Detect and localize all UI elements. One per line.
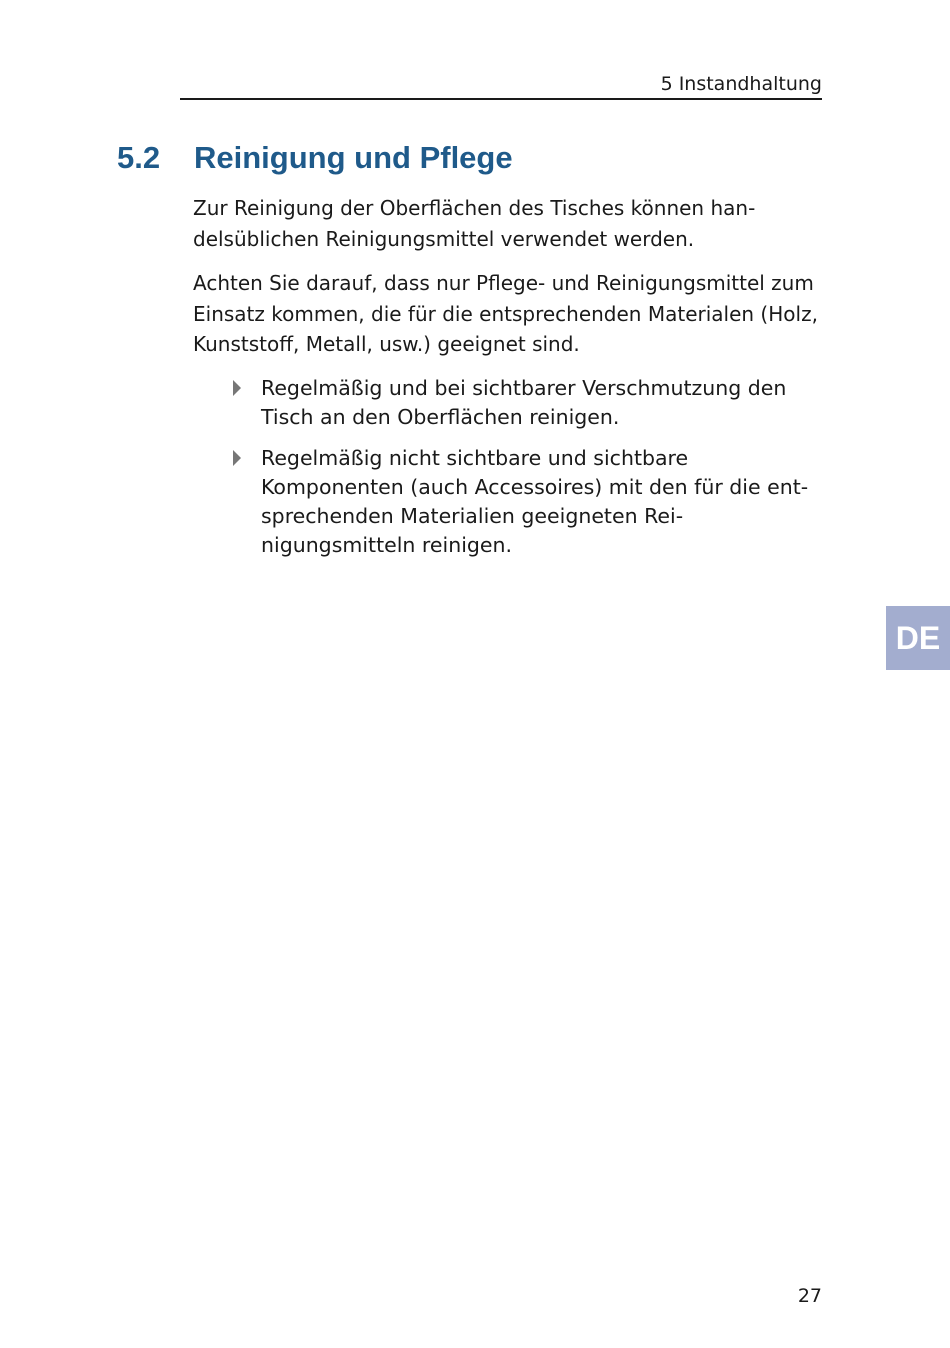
list-item-line: sprechenden Materialien geeigneten Rei-: [261, 503, 684, 528]
language-tab: DE: [886, 606, 950, 670]
list-item-line: Regelmäßig und bei sichtbarer Verschmutzung den: [261, 375, 787, 400]
list-item-line: Tisch an den Oberflächen reinigen.: [261, 404, 620, 429]
list-item: [193, 444, 818, 560]
list-item-line: Komponenten (auch Accessoires) mit den für die ent-: [261, 474, 809, 499]
running-header-title: 5 Instandhaltung: [660, 73, 822, 95]
section-body: [193, 193, 818, 572]
paragraph-line: Achten Sie darauf, dass nur Pflege- und Reinigungsmittel zum: [193, 271, 814, 295]
list-item-line: nigungsmitteln reinigen.: [261, 532, 513, 557]
list-item: [193, 374, 818, 432]
section-number: 5.2: [117, 140, 161, 175]
list-item-line: Regelmäßig nicht sichtbare und sichtbare: [261, 445, 689, 470]
paragraph-intro: [193, 193, 818, 254]
paragraph-line: delsüblichen Reinigungsmittel verwendet werden.: [193, 226, 695, 251]
section-title: Reinigung und Pflege: [194, 140, 513, 175]
page-number: 27: [797, 1285, 822, 1307]
running-header: [180, 72, 822, 100]
triangle-bullet-icon: [233, 380, 241, 396]
triangle-bullet-icon: [233, 450, 241, 466]
instruction-list: [193, 374, 818, 560]
paragraph-materials: [193, 268, 818, 360]
paragraph-line: Zur Reinigung der Oberflächen des Tisches können han-: [193, 196, 756, 220]
paragraph-line: Einsatz kommen, die für die entsprechenden Materialen (Holz,: [193, 301, 818, 326]
section-heading: [117, 138, 837, 178]
paragraph-line: Kunststoff, Metall, usw.) geeignet sind.: [193, 332, 580, 356]
